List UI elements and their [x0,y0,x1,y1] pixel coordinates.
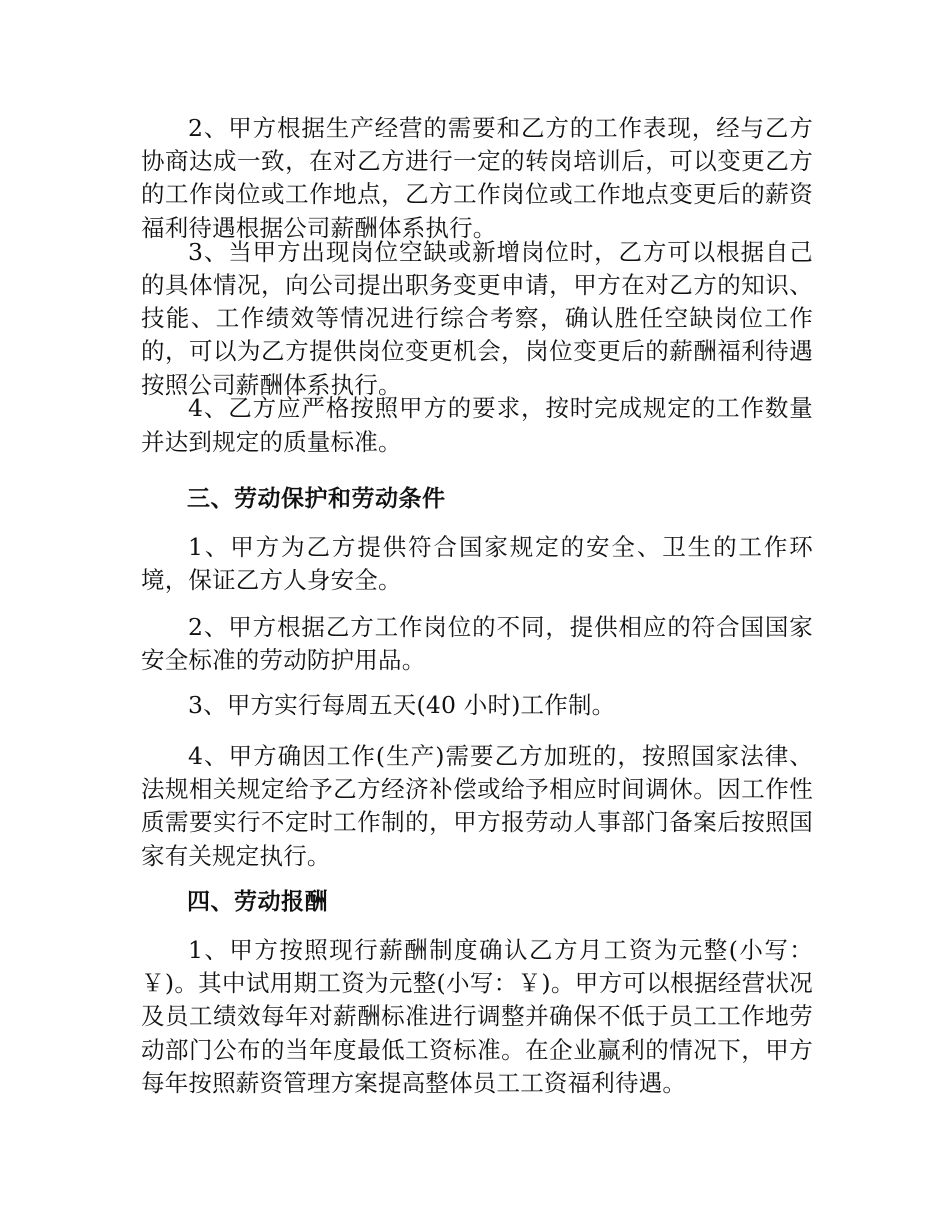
paragraph-position-vacancy: 3、当甲方出现岗位空缺或新增岗位时，乙方可以根据自己的具体情况，向公司提出职务变更申请，甲方在对乙方的知识、技能、工作绩效等情况进行综合考察，确认胜任空缺岗位工作的，可以为乙方提供岗位变更机会，岗位变更后的薪酬福利待遇按照公司薪酬体系执行。 [141,237,813,399]
section-heading-labor-protection: 三、劳动保护和劳动条件 [187,486,446,513]
paragraph-work-week: 3、甲方实行每周五天(40 小时)工作制。 [188,691,616,720]
paragraph-work-quality: 4、乙方应严格按照甲方的要求，按时完成规定的工作数量并达到规定的质量标准。 [141,394,813,456]
paragraph-overtime: 4、甲方确因工作(生产)需要乙方加班的，按照国家法律、法规相关规定给予乙方经济补偿或给予相应时间调休。因工作性质需要实行不定时工作制的，甲方报劳动人事部门备案后按照国家有关规定执行。 [141,742,813,870]
paragraph-safe-environment: 1、甲方为乙方提供符合国家规定的安全、卫生的工作环境，保证乙方人身安全。 [141,533,813,595]
paragraph-protective-equipment: 2、甲方根据乙方工作岗位的不同，提供相应的符合国国家安全标准的劳动防护用品。 [141,613,813,675]
document-page [141,112,813,1097]
section-heading-remuneration: 四、劳动报酬 [187,889,328,916]
paragraph-salary: 1、甲方按照现行薪酬制度确认乙方月工资为元整(小写：￥)。其中试用期工资为元整(小写：￥)。甲方可以根据经营状况及员工绩效每年对薪酬标准进行调整并确保不低于员工工作地劳动部门公布的当年度最低工资标准。在企业赢利的情况下，甲方每年按照薪资管理方案提高整体员工工资福利待遇。 [141,936,813,1097]
paragraph-job-change: 2、甲方根据生产经营的需要和乙方的工作表现，经与乙方协商达成一致，在对乙方进行一定的转岗培训后，可以变更乙方的工作岗位或工作地点，乙方工作岗位或工作地点变更后的薪资福利待遇根据公司薪酬体系执行。 [141,114,813,242]
